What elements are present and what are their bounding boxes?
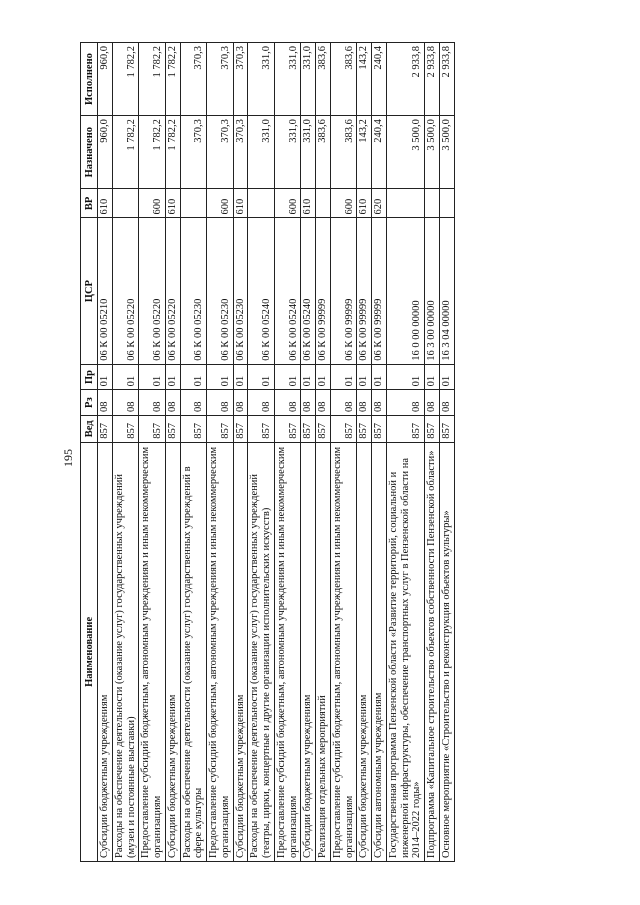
cell-rz: 08 [386, 390, 424, 416]
table-row [180, 43, 207, 862]
cell-pr: 01 [207, 364, 234, 390]
table-row [372, 43, 387, 862]
cell-ved: 857 [98, 415, 113, 442]
cell-rz: 08 [233, 390, 248, 416]
cell-vr: 620 [372, 189, 387, 218]
cell-csr: 06 К 00 99999 [357, 218, 372, 364]
cell-csr: 06 К 00 05230 [207, 218, 234, 364]
cell-pr: 01 [301, 364, 316, 390]
cell-vr: 600 [274, 189, 301, 218]
cell-ved: 857 [330, 415, 357, 442]
cell-executed: 2 933,8 [386, 43, 424, 116]
cell-name: Расходы на обеспечение деятельности (оказание услуг) государственных учреждений в сфере культуры [180, 442, 207, 861]
table-row [386, 43, 424, 862]
cell-assigned: 370,3 [180, 116, 207, 189]
cell-assigned: 3 500,0 [439, 116, 454, 189]
cell-pr: 01 [165, 364, 180, 390]
cell-assigned: 331,0 [274, 116, 301, 189]
cell-vr: 600 [330, 189, 357, 218]
table-row [207, 43, 234, 862]
cell-pr: 01 [274, 364, 301, 390]
cell-vr: 600 [207, 189, 234, 218]
cell-ved: 857 [207, 415, 234, 442]
header-row [81, 43, 98, 862]
cell-name: Предоставление субсидий бюджетным, автономным учреждениям и иным некоммерческим организациям [274, 442, 301, 861]
table-row [301, 43, 316, 862]
cell-rz: 08 [112, 390, 139, 416]
cell-name: Субсидии бюджетным учреждениям [98, 442, 113, 861]
cell-pr: 01 [98, 364, 113, 390]
cell-vr: 610 [301, 189, 316, 218]
cell-pr: 01 [386, 364, 424, 390]
header-csr: ЦСР [81, 218, 98, 364]
page-number: 195 [61, 449, 75, 467]
cell-ved: 857 [112, 415, 139, 442]
cell-assigned: 960,0 [98, 116, 113, 189]
cell-ved: 857 [233, 415, 248, 442]
rotated-table-container [80, 42, 610, 862]
header-name: Наименование [81, 442, 98, 861]
cell-name: Подпрограмма «Капитальное строительство объектов собственности Пензенской области» [425, 442, 440, 861]
cell-rz: 08 [301, 390, 316, 416]
cell-rz: 08 [248, 390, 275, 416]
cell-assigned: 3 500,0 [425, 116, 440, 189]
cell-pr: 01 [139, 364, 166, 390]
cell-pr: 01 [233, 364, 248, 390]
cell-csr: 06 К 00 05220 [112, 218, 139, 364]
header-pr: Пр [81, 364, 98, 390]
cell-rz: 08 [439, 390, 454, 416]
cell-name: Основное мероприятие «Строительство и реконструкция объектов культуры» [439, 442, 454, 861]
cell-executed: 1 782,2 [165, 43, 180, 116]
table-row [248, 43, 275, 862]
cell-ved: 857 [248, 415, 275, 442]
cell-vr: 600 [139, 189, 166, 218]
cell-pr: 01 [357, 364, 372, 390]
table-row [165, 43, 180, 862]
table-row [316, 43, 331, 862]
cell-csr: 06 К 00 05220 [165, 218, 180, 364]
cell-csr: 06 К 00 99999 [316, 218, 331, 364]
table-row [112, 43, 139, 862]
cell-assigned: 3 500,0 [386, 116, 424, 189]
header-executed: Исполнено [81, 43, 98, 116]
table-body [98, 43, 455, 862]
cell-assigned: 1 782,2 [112, 116, 139, 189]
cell-rz: 08 [330, 390, 357, 416]
cell-executed: 331,0 [274, 43, 301, 116]
cell-ved: 857 [139, 415, 166, 442]
table-row [425, 43, 440, 862]
cell-ved: 857 [386, 415, 424, 442]
cell-rz: 08 [316, 390, 331, 416]
table-row [330, 43, 357, 862]
cell-executed: 370,3 [180, 43, 207, 116]
cell-ved: 857 [372, 415, 387, 442]
cell-csr: 16 0 00 00000 [386, 218, 424, 364]
cell-csr: 16 3 00 00000 [425, 218, 440, 364]
cell-assigned: 1 782,2 [165, 116, 180, 189]
header-rz: Рз [81, 390, 98, 416]
cell-name: Предоставление субсидий бюджетным, автономным учреждениям и иным некоммерческим организациям [207, 442, 234, 861]
cell-executed: 1 782,2 [139, 43, 166, 116]
cell-ved: 857 [301, 415, 316, 442]
cell-executed: 1 782,2 [112, 43, 139, 116]
cell-assigned: 370,3 [233, 116, 248, 189]
cell-rz: 08 [139, 390, 166, 416]
cell-rz: 08 [165, 390, 180, 416]
cell-name: Субсидии бюджетным учреждениям [301, 442, 316, 861]
cell-ved: 857 [316, 415, 331, 442]
table-row [439, 43, 454, 862]
cell-vr: 610 [357, 189, 372, 218]
cell-vr [439, 189, 454, 218]
cell-assigned: 240,4 [372, 116, 387, 189]
cell-name: Субсидии автономным учреждениям [372, 442, 387, 861]
cell-csr: 06 К 00 05240 [274, 218, 301, 364]
cell-csr: 06 К 00 05230 [233, 218, 248, 364]
table-row [233, 43, 248, 862]
header-ved: Вед [81, 415, 98, 442]
cell-rz: 08 [98, 390, 113, 416]
cell-vr [180, 189, 207, 218]
cell-pr: 01 [425, 364, 440, 390]
cell-vr [316, 189, 331, 218]
cell-assigned: 143,2 [357, 116, 372, 189]
cell-executed: 2 933,8 [439, 43, 454, 116]
cell-csr: 06 К 00 99999 [330, 218, 357, 364]
cell-name: Предоставление субсидий бюджетным, автономным учреждениям и иным некоммерческим организациям [139, 442, 166, 861]
cell-assigned: 331,0 [248, 116, 275, 189]
cell-executed: 331,0 [301, 43, 316, 116]
cell-vr: 610 [98, 189, 113, 218]
cell-executed: 240,4 [372, 43, 387, 116]
cell-csr: 06 К 00 05240 [248, 218, 275, 364]
cell-assigned: 331,0 [301, 116, 316, 189]
cell-pr: 01 [112, 364, 139, 390]
cell-executed: 331,0 [248, 43, 275, 116]
cell-vr [386, 189, 424, 218]
cell-name: Субсидии бюджетным учреждениям [165, 442, 180, 861]
cell-name: Реализация отдельных мероприятий [316, 442, 331, 861]
cell-executed: 383,6 [316, 43, 331, 116]
table-row [274, 43, 301, 862]
cell-vr [112, 189, 139, 218]
cell-name: Расходы на обеспечение деятельности (оказание услуг) государственных учреждений (музеи и постоянные выставки) [112, 442, 139, 861]
header-vr: ВР [81, 189, 98, 218]
table-header [81, 43, 98, 862]
cell-name: Предоставление субсидий бюджетным, автономным учреждениям и иным некоммерческим организациям [330, 442, 357, 861]
budget-table [80, 42, 455, 862]
header-assigned: Назначено [81, 116, 98, 189]
table-row [357, 43, 372, 862]
cell-rz: 08 [372, 390, 387, 416]
cell-name: Субсидии бюджетным учреждениям [233, 442, 248, 861]
cell-csr: 06 К 00 05210 [98, 218, 113, 364]
cell-pr: 01 [180, 364, 207, 390]
cell-name: Субсидии бюджетным учреждениям [357, 442, 372, 861]
table-row [139, 43, 166, 862]
cell-csr: 16 3 04 00000 [439, 218, 454, 364]
cell-vr [425, 189, 440, 218]
cell-assigned: 383,6 [330, 116, 357, 189]
cell-rz: 08 [207, 390, 234, 416]
cell-rz: 08 [425, 390, 440, 416]
table-row [98, 43, 113, 862]
cell-vr: 610 [233, 189, 248, 218]
cell-assigned: 383,6 [316, 116, 331, 189]
cell-executed: 2 933,8 [425, 43, 440, 116]
cell-vr: 610 [165, 189, 180, 218]
cell-ved: 857 [180, 415, 207, 442]
cell-assigned: 370,3 [207, 116, 234, 189]
cell-csr: 06 К 00 05230 [180, 218, 207, 364]
cell-executed: 383,6 [330, 43, 357, 116]
cell-rz: 08 [274, 390, 301, 416]
cell-rz: 08 [180, 390, 207, 416]
cell-ved: 857 [439, 415, 454, 442]
cell-name: Расходы на обеспечение деятельности (оказание услуг) государственных учреждений (театры, цирки, концертные и другие организации исполнительских искусств) [248, 442, 275, 861]
cell-assigned: 1 782,2 [139, 116, 166, 189]
cell-pr: 01 [439, 364, 454, 390]
cell-rz: 08 [357, 390, 372, 416]
cell-name: Государственная программа Пензенской области «Развитие территорий, социальной и инженерной инфраструктуры, обеспечение транспортных услуг в Пензенской области на 2014–2022 годы» [386, 442, 424, 861]
cell-pr: 01 [316, 364, 331, 390]
cell-ved: 857 [357, 415, 372, 442]
cell-pr: 01 [372, 364, 387, 390]
cell-csr: 06 К 00 99999 [372, 218, 387, 364]
cell-ved: 857 [165, 415, 180, 442]
cell-pr: 01 [248, 364, 275, 390]
cell-csr: 06 К 00 05240 [301, 218, 316, 364]
cell-csr: 06 К 00 05220 [139, 218, 166, 364]
cell-executed: 370,3 [207, 43, 234, 116]
cell-executed: 370,3 [233, 43, 248, 116]
cell-executed: 143,2 [357, 43, 372, 116]
cell-ved: 857 [274, 415, 301, 442]
cell-vr [248, 189, 275, 218]
cell-ved: 857 [425, 415, 440, 442]
cell-pr: 01 [330, 364, 357, 390]
cell-executed: 960,0 [98, 43, 113, 116]
